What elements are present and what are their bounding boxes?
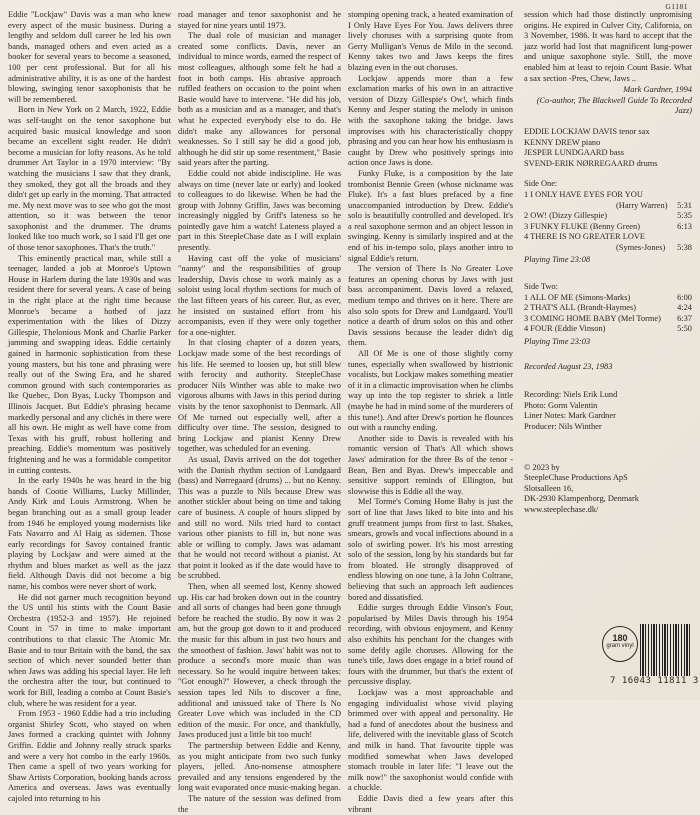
paragraph: Having cast off the yoke of musicians' "nanny" and the responsibilities of group leadership, Davis chose to work mainly as a soloist using local rhythm sections for much of the last fifteen years of his career. But, as ever, he insisted on sustained effort from his accompanists, even if they were only together for a one-nighter.	[178, 253, 341, 337]
track-title: 1 ALL OF ME (Simons-Marks)	[524, 292, 631, 302]
paragraph: The partnership between Eddie and Kenny, as you might anticipate from two such funky players, jelled. Ano-nonsense atmosphere prevailed and any tensions engendered by the long wait evaporated once music-making began.	[178, 740, 341, 793]
copyright-line: DK-2930 Klampenborg, Denmark	[524, 494, 639, 504]
track-composer: (Symes-Jones)	[616, 242, 666, 252]
track-time: 6:37	[677, 313, 692, 323]
credit-item: Producer: Nils Winther	[524, 422, 602, 431]
paragraph: Eddie could not abide indiscipline. He was always on time (never late or early) and looked to colleagues to do likewise. When he had the group with Johnny Griffin, Jaws was becoming increasingly niggled by Griff's lateness so he pointedly gave him a watch! Lateness played a part in this SteepleChase date as I will explain presently.	[178, 168, 341, 253]
paragraph: In the early 1940s he was heard in the big bands of Cootie Williams, Lucky Millinder, Andy Kirk and Louis Armstrong. When he began branching out as a small group leader from 1946 he employed young modernists like Fats Navarro and Al Haig as sidemen. Those early recordings for Savoy contained frantic playing by Lockjaw and were aimed at the rhythm and blues market as well as the jazz field. Although Davis did not become a big name, his combos were never short of work.	[8, 476, 171, 592]
copyright-line: © 2023 by	[524, 462, 560, 472]
credit-item: Liner Notes: Mark Gardner	[524, 411, 616, 421]
personnel-list	[524, 127, 692, 169]
paragraph: In that closing chapter of a dozen years, Lockjaw made some of the best recordings of his life. He seemed to loosen up, but still blew with ferocity and authority. SteepleChase producer Nils Winther was able to make two vigorous albums with Jaws in this period during visits by the tenor saxophonist to Denmark. All Of Me turned out especially well, after a difficulty over time. The session, designed to bring Lockjaw and pianist Kenny Drew together, was scheduled for an evening.	[178, 338, 341, 454]
paragraph: This eminently practical man, while still a teenager, landed a job at Monroe's Uptown House in Harlem during the late 1930s and was resident there for several years. A case of being in the right place at the right time because Monroe's became a hotbed of jazz experimentation with the likes of Dizzy Gillespie, Thelonious Monk and Charlie Parker jamming and swapping ideas. Eddie certainly gained in harmonic sophistication from these young masters, but his tone and phrasing were really out of the Swing Era, and he shared common ground with such contemporaries as Ike Quebec, Don Byas, Lucky Thompson and Illinois Jacquet. But Eddie's phrasing became markedly personal and any clichés in there were all his own. He might as well have come from Texas with his gruff, robust hollering and preaching. Eddie's momentum was positively frightening and he was a formidable competitor in cutting contests.	[8, 253, 171, 475]
barcode-number: 7 16043 11811 3	[610, 676, 699, 686]
liner-notes-column-2	[178, 10, 341, 815]
copyright-block	[524, 463, 692, 516]
paragraph: stomping opening track, a heated examination of I Only Have Eyes For You. Jaws delivers three lively choruses with a surprising quote from Gerry Mulligan's Venus de Milo in the second. Kenny takes two and Jaws keeps the fires blazing even in the out choruses.	[348, 10, 513, 72]
track-title: 4 THERE IS NO GREATER LOVE	[524, 232, 646, 242]
track-row	[524, 314, 692, 325]
paragraph: Mel Torme's Coming Home Baby is just the sort of line that Jaws liked to bite into and his gruff treatment jumps from first to last. Shakes, smears, growls and vocal inflections abound in a solo of swirling power. It's his most arresting solo of the session, long by his standards but far from bloated. He strongly disapproved of endless blowing on one tune, à la John Coltrane, believing that such an approach left audiences bored and dissatisfied.	[348, 497, 513, 602]
paragraph: Another side to Davis is revealed with his romantic version of That's All which shows Jaws' admiration for the three Bs of the tenor - Bean, Ben and Byas. Drew's impeccable and sensitive support reminds of Ellington, but slowwise this is Eddie all the way.	[348, 433, 513, 496]
credit-item: Photo: Gorm Valentin	[524, 400, 598, 410]
credits-column	[524, 10, 692, 516]
paragraph: From 1953 - 1960 Eddie had a trio including organist Shirley Scott, who stayed on when Jaws formed a cracking quintet with Johnny Griffin. Eddie and Johnny really struck sparks and were a very hot combo in the early 1960s. Then came a spell of two years working for Shaw Artists Corporation, booking bands across America and overseas. Jaws was eventually cajoled into returning to his	[8, 709, 171, 803]
author-note: (Co-author, The Blackwell Guide To Recorded Jazz)	[536, 95, 692, 116]
track-composer: (Harry Warren)	[616, 200, 668, 210]
paragraph: Born in New York on 2 March, 1922, Eddie was self-taught on the tenor saxophone but acquired basic musical knowledge and soon became an excellent sight reader. He didn't become a musician for lofty reasons. As he told drummer Art Taylor in a 1970 interview: "By watching the musicians I saw that they drank, they smoked, they got all the broads and they didn't get up early in the morning. That attracted me. My next move was to see who got the most attention, so it was between the tenor saxophonist and the drummer. The drums looked like too much work, so I said I'll get one of those tenor saxophones. That's the truth."	[8, 105, 171, 253]
recording-date: Recorded August 23, 1983	[524, 361, 613, 371]
side-two-heading: Side Two:	[524, 282, 558, 292]
track-title: 3 FUNKY FLUKE (Benny Green)	[524, 221, 640, 231]
track-row	[524, 201, 692, 212]
paragraph: The version of There Is No Greater Love features an opening chorus by Jaws with just bass accompaniment. Davis loved a relaxed, medium tempo and thrives on it here. There are also solo spots for Drew and Lundgaard. You'll notice a dearth of drum solos on this and other Davis sessions because the leader didn't dig them.	[348, 264, 513, 348]
paragraph: road manager and tenor saxophonist and he stayed for nine years until 1973.	[178, 10, 341, 30]
author-signature: Mark Gardner, 1994	[623, 85, 692, 95]
track-time: 6:13	[677, 221, 692, 231]
personnel-item: JESPER LUNDGAARD bass	[524, 148, 625, 158]
track-title: 1 I ONLY HAVE EYES FOR YOU	[524, 189, 643, 199]
track-row	[524, 243, 692, 254]
track-title: 4 FOUR (Eddie Vinson)	[524, 324, 606, 334]
side-one-heading: Side One:	[524, 179, 558, 189]
paragraph: All Of Me is one of those slightly corny tunes, especially when swallowed by histrionic vocalists, but Lockjaw makes something meatier of it in a climactic improvisation when he climbs way up into the top register to shriek a little (maybe he had in mind some of the murderers of this tune!). And after Drew's portion he flounces out with a raunchy ending.	[348, 349, 513, 433]
liner-notes-column-1	[8, 10, 171, 805]
paragraph: Lockjaw appends more than a few exclamation marks of his own in an attractive version of Dizzy Gillespie's Ow!, which finds Kenny and Jesper stating the melody in unison with the saxophone taking the bridge. Jaws improvises with his characteristically choppy phrasing and you can hear how his enthusiasm is caught by Drew who positively springs into action once Jaws is done.	[348, 73, 513, 168]
paragraph: Eddie Davis died a few years after this vibrant	[348, 793, 513, 814]
copyright-line: www.steeplechase.dk/	[524, 504, 599, 514]
track-title: 2 THAT'S ALL (Brandt-Haymes)	[524, 303, 636, 313]
track-time: 5:31	[677, 200, 692, 210]
track-time: 5:50	[677, 324, 692, 334]
track-time: 5:35	[677, 211, 692, 221]
copyright-line: Slotsalleen 16,	[524, 483, 574, 493]
tracklist-side-one	[524, 190, 692, 254]
logo-text: 180	[612, 633, 628, 643]
paragraph: Then, when all seemed lost, Kenny showed up. His car had broken down out in the country and all sorts of changes had been gone through before he reached the studio. By now it was 2 am, but the group got down to it and produced the music for this album in just two hours and the smoothest of fashion. Jaws' habit was not to produce a second's more music than was necessary. So he would inquire between takes: "Got enough?" However, a check through the session tapes led Nils to discover a fine, additional and unissued take of There Is No Greater Love which was included in the CD edition of the music. For once, and thankfully, Jaws produced just a little bit too much!	[178, 582, 341, 740]
personnel-item: KENNY DREW piano	[524, 137, 601, 147]
track-title: 3 COMING HOME BABY (Mel Torme)	[524, 313, 661, 323]
track-row	[524, 211, 692, 222]
catalog-number: G1181	[665, 2, 688, 11]
credits-list	[524, 390, 692, 432]
barcode	[640, 624, 690, 676]
track-time: 5:38	[677, 242, 692, 252]
logo-subtext: gram vinyl	[606, 643, 634, 649]
paragraph: He did not garner much recognition beyond the US until his stints with the Count Basie Orchestra (1952-3 and 1957). He rejoined Count in '57 in time to make important contributions to that classic The Atomic Mr. Basie and to tour Britain with the band, the sax section of which never sounded better than when Jaws was adding his special layer. He left the orchestra after the tour, but continued to work for Bill, leading a combo at Count Basie's club, where he was resident for a year.	[8, 592, 171, 708]
liner-notes-column-3	[348, 10, 513, 815]
paragraph: The dual role of musician and manager created some conflicts. Davis, never an individual to mince words, earned the respect of most colleagues, although some felt he had a foot in both camps. His abrasive approach ruffled feathers on occasion to the point when Basie would have to intervene. "He did his job, both as a musician and as a manager, and that's what he expected everybody else to do. He didn't make any allowances for personal weaknesses. So I still say he did a good job, although he did stir up some resentment," Basie said years after the parting.	[178, 31, 341, 168]
playing-time-side-two: Playing Time 23:03	[524, 337, 591, 347]
track-row	[524, 324, 692, 335]
paragraph: Eddie surges through Eddie Vinson's Four, popularised by Miles Davis through his 1954 recording, with obvious enjoyment, and Kenny also exhibits his penchant for the changes with some deftly agile choruses. Allowing for the tune's title, Jaws does engage in a brief round of fours with the drummer, but that's the extent of percussive display.	[348, 603, 513, 687]
tracklist-side-two	[524, 293, 692, 335]
track-row	[524, 293, 692, 304]
playing-time-side-one: Playing Time 23:08	[524, 255, 591, 265]
track-title: 2 OW! (Dizzy Gillespie)	[524, 211, 608, 221]
personnel-item: SVEND-ERIK NØRREGAARD drums	[524, 158, 658, 168]
paragraph: As usual, Davis arrived on the dot together with the Danish rhythm section of Lundgaard (bass) and Nørregaard (drums) ... but no Kenny. This was a puzzle to Nils because Drew was another stickler about being on time and taking care of business. A couple of hours slipped by and still no word. Nils tried hard to contact various other pianists to fill in, but none was able or willing to comply. Jaws was adamant that he would not record without a pianist. At that point it looked as if the date would have to be scrubbed.	[178, 454, 341, 581]
paragraph: Funky Fluke, is a composition by the late trombonist Bennie Green (whose nickname was Fluke). It's a fast blues prefaced by a fine unaccompanied introduction by Drew. Eddie's solo is beautifully controlled and developed. It's a real saxophone sermon and an object lesson in swinging. Kenny is similarly inspired and at the end of his in-tempo solo, plays another intro to signal Eddie's return.	[348, 168, 513, 263]
track-time: 6:00	[677, 292, 692, 302]
track-row	[524, 232, 692, 243]
paragraph: session which had those distinctly unpromising origins. He expired in Culver City, California, on 3 November, 1986. It was hard to accept that the jazz world had lost that magnificent lung-power and unique saxophone style. Still, the move enabled him at least to rejoin Count Basie. What a sax section -Pres, Chew, Jaws ..	[524, 10, 692, 83]
180-gram-vinyl-logo	[602, 626, 638, 662]
credit-item: Recording: Niels Erik Lund	[524, 390, 618, 400]
paragraph: Eddie "Lockjaw" Davis was a man who knew every aspect of the music business. During a lengthy and seldom dull career he led his own bands, managed others and even acted as a booker for several years to become a seasoned, 100 per cent professional. But for all his administrative ability, it is as one of the hardest blowing, swinging tenor saxophonists that he will be remembered.	[8, 10, 171, 104]
copyright-line: SteepleChase Productions ApS	[524, 473, 628, 483]
track-row	[524, 303, 692, 314]
track-time: 4:24	[677, 303, 692, 313]
track-row	[524, 222, 692, 233]
personnel-item: EDDIE LOCKJAW DAVIS tenor sax	[524, 126, 650, 136]
track-row	[524, 190, 692, 201]
paragraph: The nature of the session was defined from the	[178, 793, 341, 814]
paragraph: Lockjaw was a most approachable and engaging individualist whose vivid playing brimmed over with appeal and personality. He had a fund of anecdotes about the business and life, delivered with the inevitable glass of Scotch and milk in hand. That favourite tipple was modified somewhat when Jaws developed stomach trouble in later life: "I leave out the milk now!" the saxophonist would confide with a chuckle.	[348, 688, 513, 793]
